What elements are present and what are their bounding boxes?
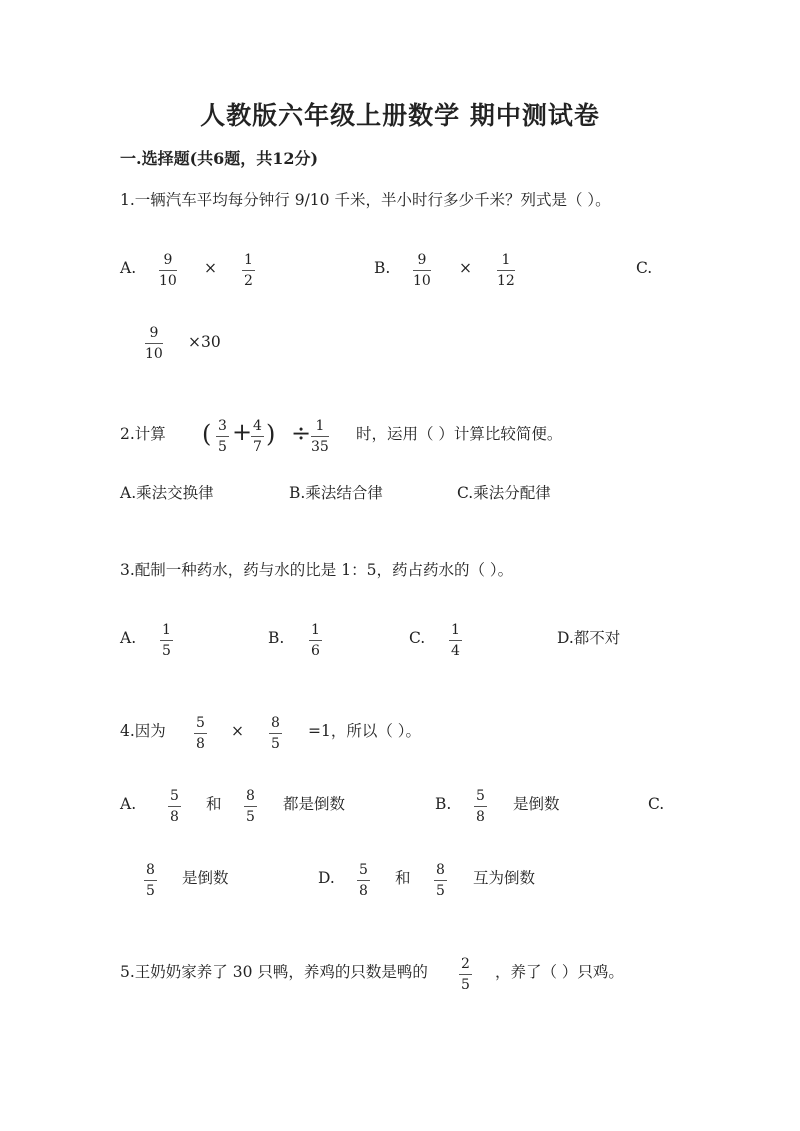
q4-option-a-label: A.	[120, 795, 137, 813]
q4-option-b-fraction: 5 8	[476, 788, 485, 825]
q2-fraction-3: 1 35	[311, 418, 329, 455]
question-2-suffix: 时，运用（ ）计算比较简便。	[356, 425, 563, 443]
q5-fraction: 2 5	[461, 956, 470, 993]
q2-right-paren: )	[266, 420, 276, 448]
q4-option-b-label: B.	[435, 795, 452, 813]
question-1-text: 1.一辆汽车平均每分钟行 9/10 千米，半小时行多少千米？列式是（ ）。	[120, 191, 611, 209]
q1-option-a-fraction-1: 9 10	[159, 252, 177, 289]
q1-option-b-label: B.	[374, 259, 391, 277]
q4-times: ×	[231, 722, 244, 740]
q2-left-paren: (	[202, 420, 212, 448]
q4-option-a-fraction-2: 8 5	[246, 788, 255, 825]
q4-option-a-fraction-1: 5 8	[170, 788, 179, 825]
q1-option-c-fraction: 9 10	[145, 325, 163, 362]
q2-plus: +	[232, 418, 253, 446]
q4-option-d-tail: 互为倒数	[473, 869, 536, 887]
q2-option-c: C.乘法分配律	[457, 484, 551, 502]
page-title: 人教版六年级上册数学 期中测试卷	[200, 101, 600, 130]
q4-option-d-fraction-2: 8 5	[436, 862, 445, 899]
q3-option-b-label: B.	[268, 629, 285, 647]
q3-option-b-fraction: 1 6	[311, 622, 320, 659]
q2-fraction-1: 3 5	[218, 418, 227, 455]
q3-option-c-fraction: 1 4	[451, 622, 460, 659]
question-5-suffix: ，养了（ ）只鸡。	[495, 963, 624, 981]
q3-option-a-fraction: 1 5	[162, 622, 171, 659]
q2-divide: ÷	[291, 419, 312, 447]
q4-option-d-and: 和	[395, 869, 411, 887]
q3-option-a-label: A.	[120, 629, 137, 647]
q4-option-c-tail: 是倒数	[182, 869, 229, 887]
q4-fraction-1: 5 8	[196, 715, 205, 752]
question-4-prefix: 4.因为	[120, 722, 166, 740]
q4-fraction-2: 8 5	[271, 715, 280, 752]
q3-option-d: D.都不对	[557, 629, 621, 647]
q1-option-a-fraction-2: 1 2	[244, 252, 253, 289]
q1-option-a-times: ×	[204, 259, 217, 277]
q2-option-a: A.乘法交换律	[120, 484, 214, 502]
q2-option-b: B.乘法结合律	[289, 484, 383, 502]
q4-option-c-label: C.	[648, 795, 665, 813]
q1-option-b-fraction-2: 1 12	[497, 252, 515, 289]
q4-option-c-fraction: 8 5	[146, 862, 155, 899]
q4-option-d-label: D.	[318, 869, 335, 887]
q1-option-a-label: A.	[120, 259, 137, 277]
q1-option-c-tail: ×30	[188, 333, 221, 351]
question-2-prefix: 2.计算	[120, 425, 166, 443]
q1-option-c-label: C.	[636, 259, 653, 277]
question-4-suffix: =1，所以（ ）。	[308, 722, 422, 740]
q2-fraction-2: 4 7	[253, 418, 262, 455]
q4-option-a-tail: 都是倒数	[283, 795, 346, 813]
question-3-text: 3.配制一种药水，药与水的比是 1：5，药占药水的（ ）。	[120, 561, 514, 579]
q1-option-b-times: ×	[459, 259, 472, 277]
question-5-prefix: 5.王奶奶家养了 30 只鸭，养鸡的只数是鸭的	[120, 963, 428, 981]
q4-option-d-fraction-1: 5 8	[359, 862, 368, 899]
q1-option-b-fraction-1: 9 10	[413, 252, 431, 289]
section-heading: 一.选择题(共6题，共12分)	[120, 149, 319, 168]
q4-option-a-and: 和	[206, 795, 222, 813]
q4-option-b-tail: 是倒数	[513, 795, 560, 813]
q3-option-c-label: C.	[409, 629, 426, 647]
